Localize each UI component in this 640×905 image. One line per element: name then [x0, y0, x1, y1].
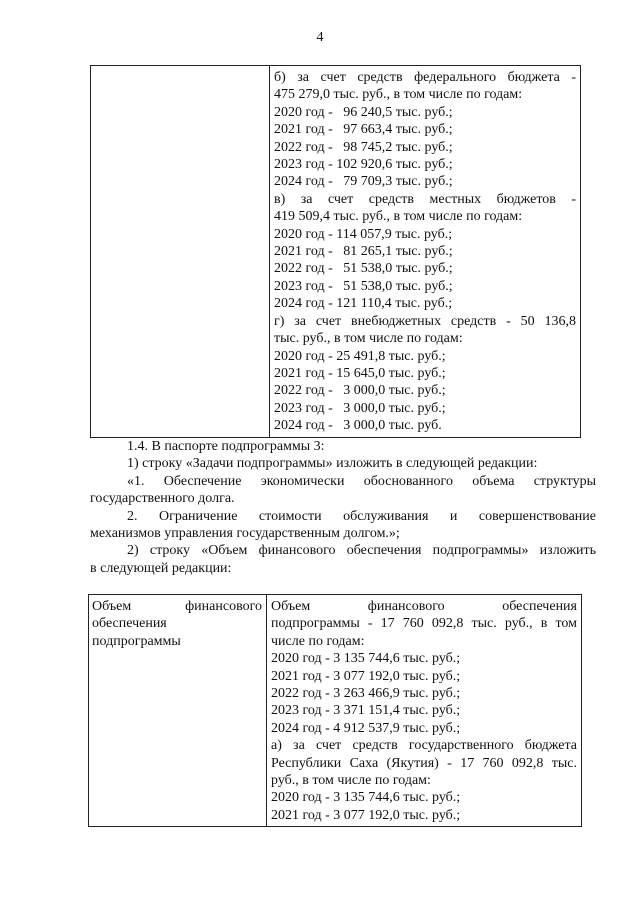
table-left-cell: [89, 595, 267, 826]
table-line: г) за счет внебюджетных средств - 50 136,8: [274, 313, 576, 329]
table-line: подпрограммы - 17 760 092,8 тыс. руб., в том: [271, 616, 577, 632]
table-line: б) за счет средств федерального бюджета -: [274, 70, 576, 85]
table-line: 2023 год - 3 000,0 тыс. руб.;: [274, 400, 446, 416]
table-line: 2020 год - 114 057,9 тыс. руб.;: [274, 226, 453, 242]
table-line: 2022 год - 51 538,0 тыс. руб.;: [274, 261, 453, 277]
table-left-cell: [91, 66, 270, 437]
table-line: руб., в том числе по годам:: [271, 773, 431, 789]
body-text: [90, 438, 596, 577]
paragraph-task-2-line: 2. Ограничение стоимости обслуживания и совершенствование: [127, 508, 596, 524]
table-line: 2023 год - 51 538,0 тыс. руб.;: [274, 278, 453, 294]
table-line: 2024 год - 121 110,4 тыс. руб.;: [274, 296, 453, 312]
paragraph-task-1-line: «1. Обеспечение экономически обоснованного объема структуры: [127, 473, 596, 489]
table-line: 2022 год - 3 000,0 тыс. руб.;: [274, 383, 446, 399]
funding-volume-table: [88, 594, 582, 827]
paragraph-section-1-4: 1.4. В паспорте подпрограммы 3:: [127, 439, 325, 454]
paragraph-task-1-line: государственного долга.: [90, 491, 235, 507]
funding-table-continued: [90, 65, 581, 438]
table-right-cell: [270, 66, 580, 437]
table-line: в) за счет средств местных бюджетов -: [274, 191, 576, 207]
page-number: 4: [316, 30, 324, 45]
table-label-line: Объем финансового: [92, 599, 262, 614]
table-line: тыс. руб., в том числе по годам:: [274, 331, 463, 347]
table-line: 2024 год - 4 912 537,9 тыс. руб.;: [271, 720, 461, 736]
table-line: 2021 год - 15 645,0 тыс. руб.;: [274, 365, 446, 381]
table-line: 2021 год - 81 265,1 тыс. руб.;: [274, 244, 453, 260]
table-line: 2023 год - 102 920,6 тыс. руб.;: [274, 157, 453, 173]
table-line: 2022 год - 98 745,2 тыс. руб.;: [274, 139, 453, 155]
table-line: 2024 год - 79 709,3 тыс. руб.;: [274, 174, 453, 190]
table-line: 2020 год - 96 240,5 тыс. руб.;: [274, 104, 453, 120]
table-label-line: подпрограммы: [92, 633, 181, 649]
table-line: 2020 год - 3 135 744,6 тыс. руб.;: [271, 790, 461, 806]
table-line: 475 279,0 тыс. руб., в том числе по годам:: [274, 87, 523, 103]
table-label-line: обеспечения: [92, 616, 167, 632]
table-line: 2021 год - 97 663,4 тыс. руб.;: [274, 122, 453, 138]
table-line: 2022 год - 3 263 466,9 тыс. руб.;: [271, 686, 461, 702]
paragraph-item-1: 1) строку «Задачи подпрограммы» изложить в следующей редакции:: [127, 456, 538, 472]
paragraph-task-2-line: механизмов управления государственным долгом.»;: [90, 526, 400, 542]
table-right-cell: [267, 595, 581, 826]
paragraph-item-2-line: в следующей редакции:: [90, 560, 232, 576]
table-line: 2021 год - 3 077 192,0 тыс. руб.;: [271, 668, 461, 684]
table-line: 419 509,4 тыс. руб., в том числе по годам:: [274, 209, 523, 225]
table-line: а) за счет средств государственного бюджета: [271, 738, 577, 754]
table-line: Объем финансового обеспечения: [271, 599, 577, 614]
table-line: 2020 год - 3 135 744,6 тыс. руб.;: [271, 651, 461, 667]
paragraph-item-2-line: 2) строку «Объем финансового обеспечения подпрограммы» изложить: [127, 543, 596, 559]
table-line: 2023 год - 3 371 151,4 тыс. руб.;: [271, 703, 461, 719]
table-line: Республики Саха (Якутия) - 17 760 092,8 тыс.: [271, 755, 577, 771]
table-line: 2020 год - 25 491,8 тыс. руб.;: [274, 348, 446, 364]
table-line: 2024 год - 3 000,0 тыс. руб.: [274, 418, 442, 434]
table-line: числе по годам:: [271, 633, 365, 649]
table-line: 2021 год - 3 077 192,0 тыс. руб.;: [271, 807, 461, 823]
